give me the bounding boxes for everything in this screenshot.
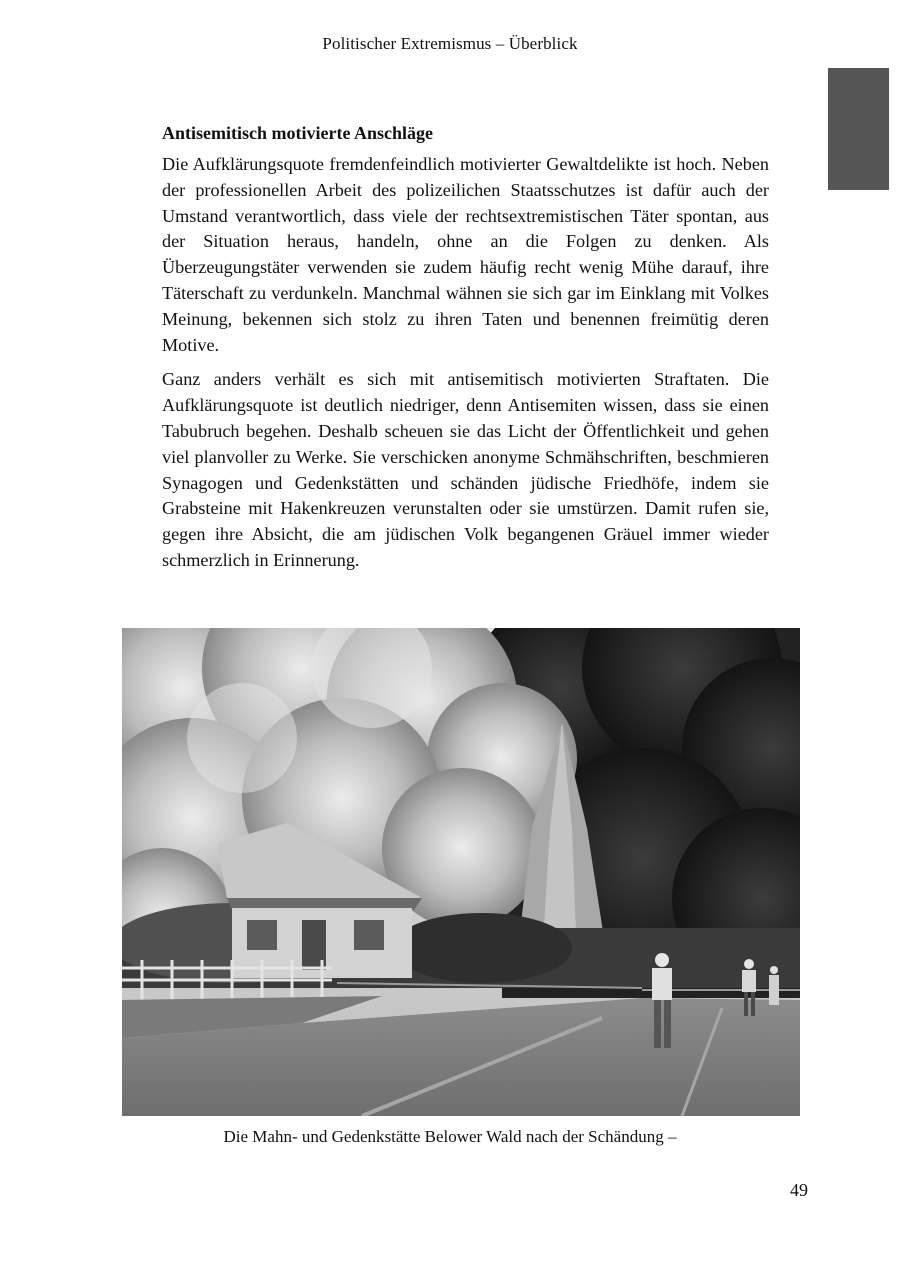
page-number: 49 (790, 1180, 808, 1200)
chapter-thumb-tab (828, 68, 889, 190)
person-far (769, 966, 779, 1005)
running-header: Politischer Extremismus – Überblick (322, 34, 578, 53)
memorial-photo (122, 628, 800, 1116)
paragraph-1: Die Aufklärungsquote fremdenfeindlich motivierter Gewaltdelikte ist hoch. Neben der professionellen Arbeit des polizeilichen Staatsschutzes ist dafür auch der Umstand verantwortlich, dass viele der rechtsextremistischen Täter spontan, aus der Situation heraus, handeln, ohne an die Folgen zu denken. Als Überzeugungstäter verwenden sie zudem häufig recht wenig Mühe darauf, ihre Täterschaft zu verdunkeln. Manchmal wähnen sie sich gar im Einklang mit Volkes Meinung, bekennen sich stolz zu ihren Taten und benennen freimütig deren Motive. (162, 154, 769, 355)
paragraph-2: Ganz anders verhält es sich mit antisemitisch motivierten Straftaten. Die Aufklärungsquote ist deutlich niedriger, denn Antisemiten wissen, dass sie einen Tabubruch begehen. Deshalb scheuen sie das Licht der Öffentlichkeit und gehen viel planvoller zu Werke. Sie verschicken anonyme Schmähschriften, beschmieren Synagogen und Gedenkstätten und schänden jüdische Friedhöfe, indem sie Grabsteine mit Hakenkreuzen verunstalten oder sie umstürzen. Damit rufen sie, gegen ihre Absicht, die am jüdischen Volk begangenen Gräuel immer wieder schmerzlich in Erinnerung. (162, 369, 769, 570)
figure-caption: Die Mahn- und Gedenkstätte Belower Wald nach der Schändung – (223, 1127, 677, 1146)
section-heading: Antisemitisch motivierte Anschläge (162, 123, 433, 143)
main-text-column (162, 120, 769, 583)
photo-illustration (122, 628, 800, 1116)
